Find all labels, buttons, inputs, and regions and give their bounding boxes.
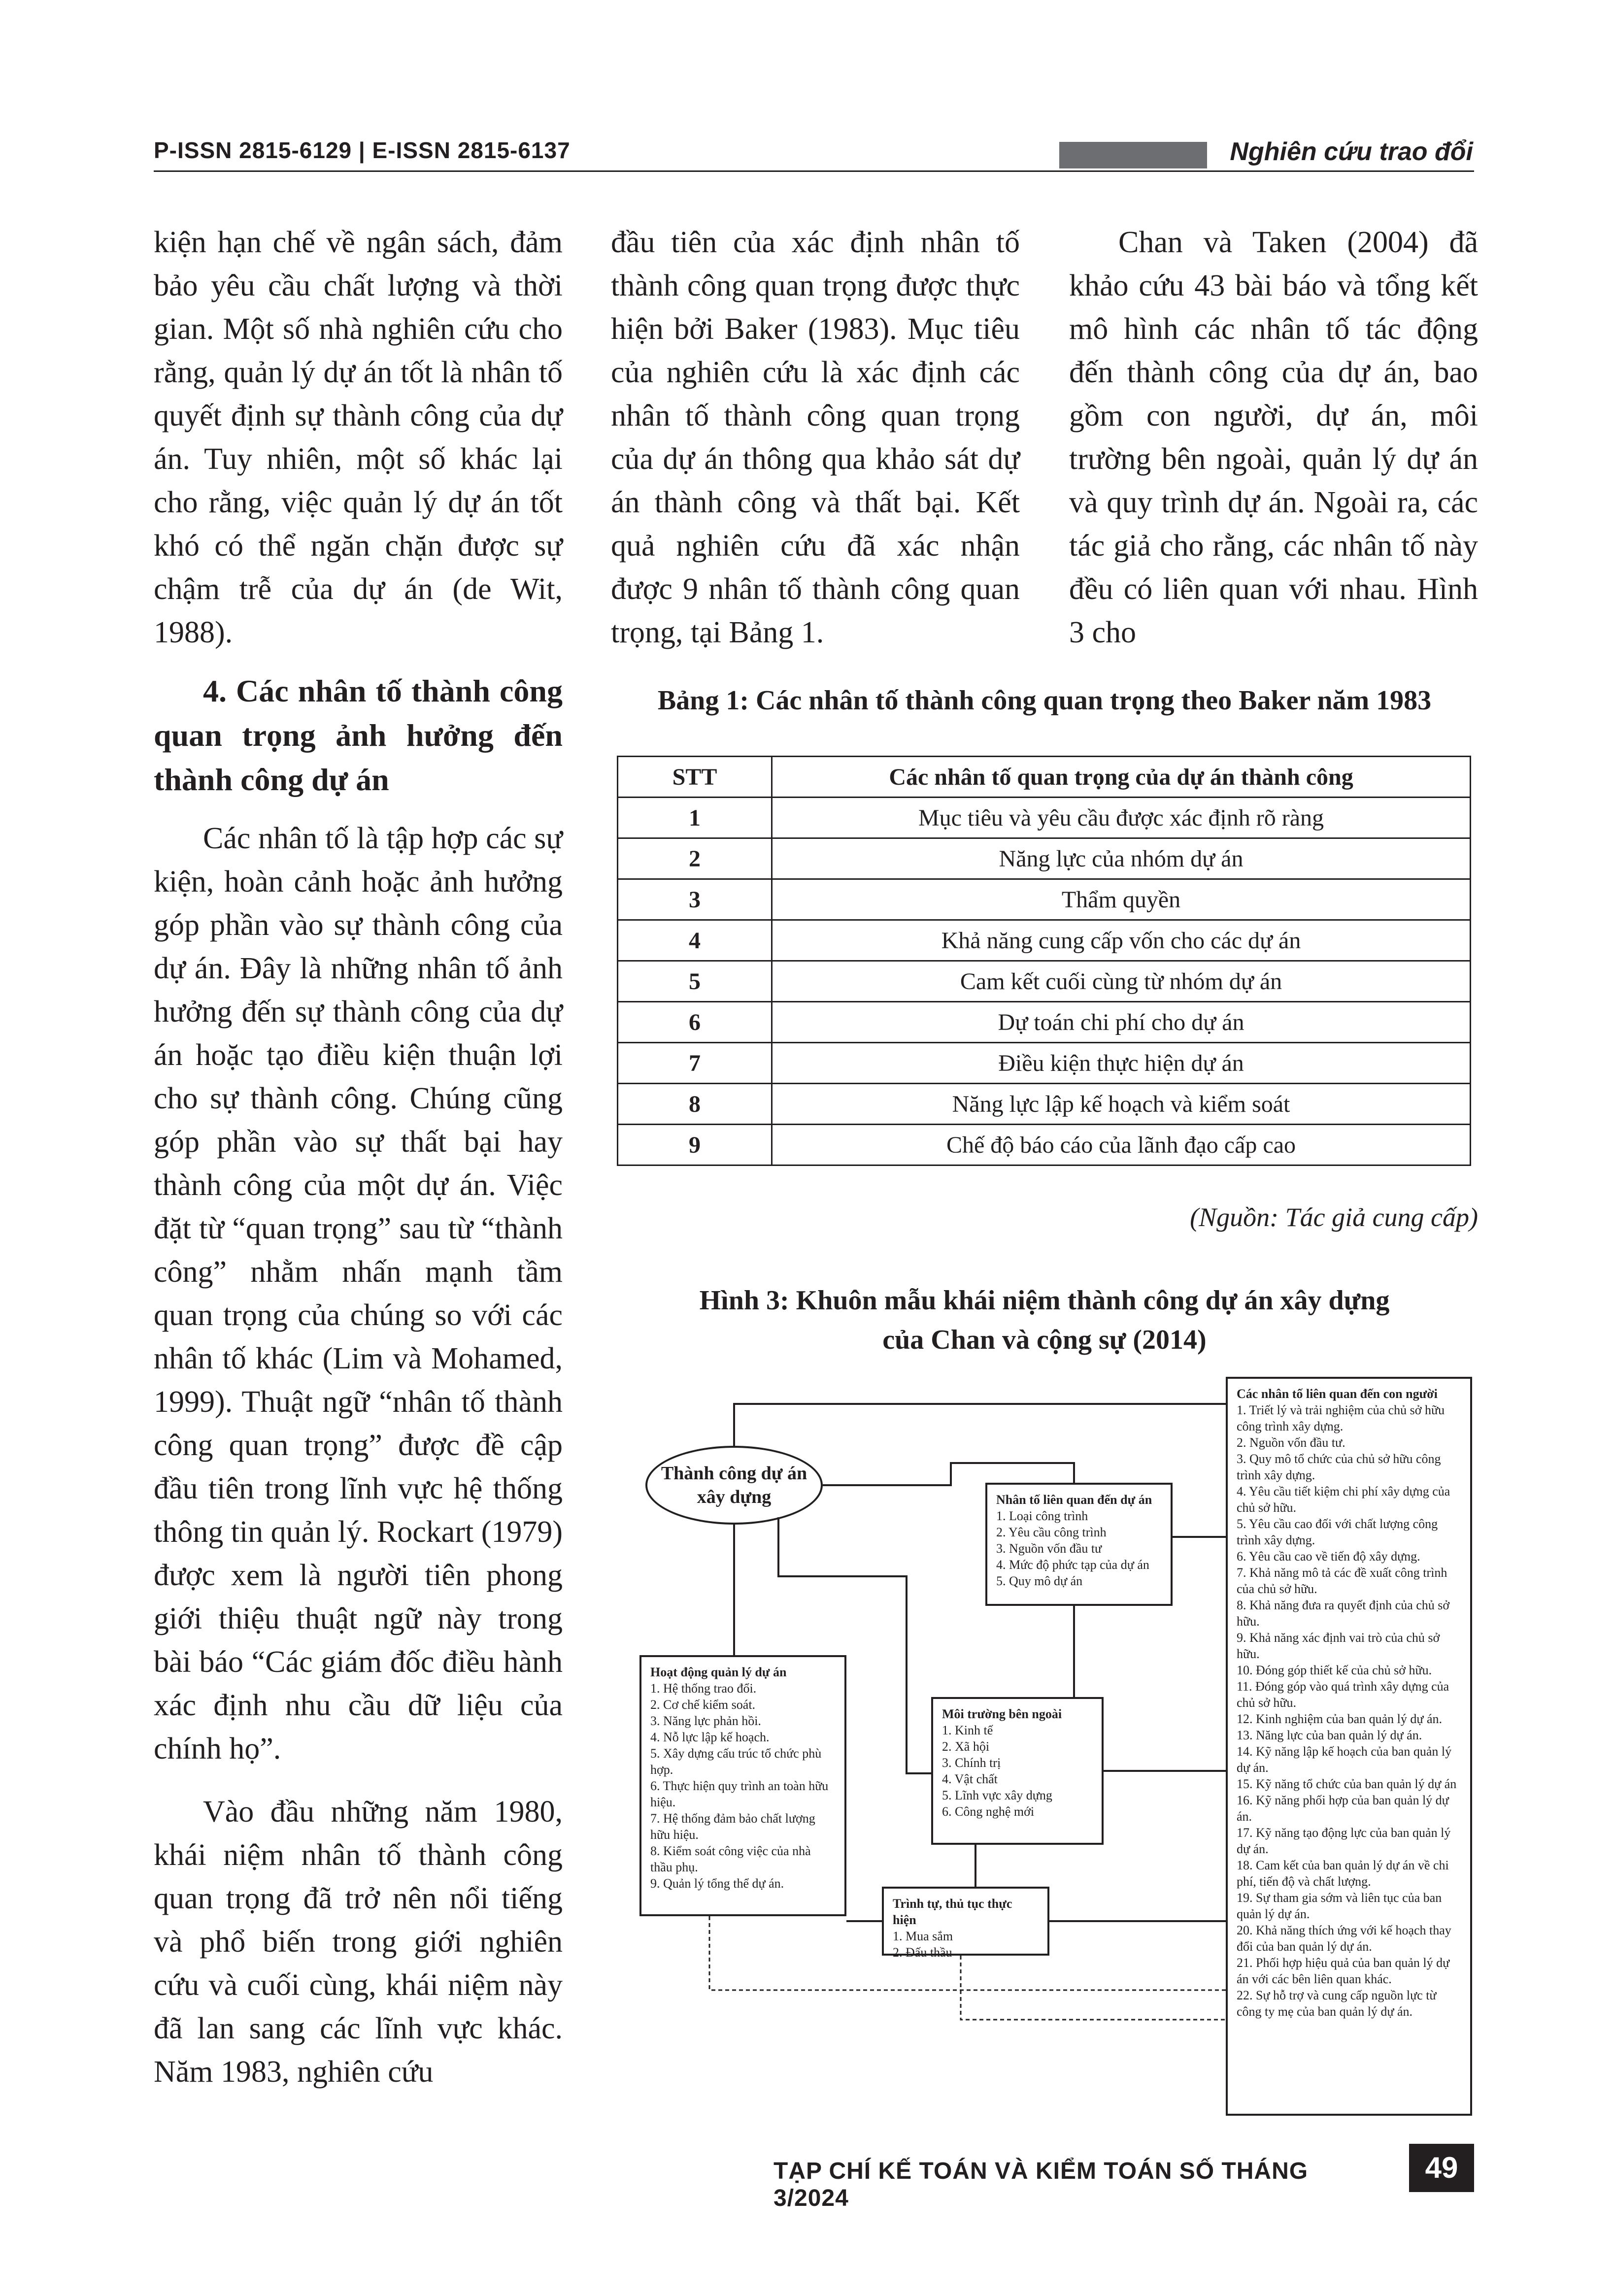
box-item: 1. Mua sắm [893, 1929, 953, 1943]
box-title: Nhân tố liên quan đến dự án [996, 1493, 1152, 1507]
box-item: 5. Xây dựng cấu trúc tổ chức phù hợp. [650, 1746, 822, 1777]
box-item: 7. Hệ thống đảm bảo chất lượng hữu hiệu. [650, 1811, 815, 1842]
environment-box [931, 1697, 1104, 1845]
row-number: 5 [618, 961, 772, 1002]
row-number: 2 [618, 838, 772, 879]
header-rule [154, 170, 1474, 172]
box-item: 8. Khả năng đưa ra quyết định của chủ sở hữu. [1237, 1598, 1450, 1629]
row-factor: Điều kiện thực hiện dự án [772, 1043, 1471, 1084]
connector-dashed-2 [961, 1956, 1226, 2020]
box-item: 8. Kiểm soát công việc của nhà thầu phụ. [650, 1844, 811, 1874]
section-header: Nghiên cứu trao đổi [1230, 137, 1473, 166]
box-item: 5. Lĩnh vực xây dựng [942, 1788, 1052, 1802]
box-item: 4. Nỗ lực lập kế hoạch. [650, 1730, 770, 1744]
concept-diagram [631, 1369, 1478, 2138]
box-item: 2. Cơ chế kiểm soát. [650, 1697, 756, 1712]
box-item: 2. Xã hội [942, 1739, 990, 1754]
paragraph: Các nhân tố là tập hợp các sự kiện, hoàn cảnh hoặc ảnh hưởng góp phần vào sự thành công của dự án. Đây là những nhân tố ảnh hưởng đến sự thành công của dự án hoặc tạo điều kiện thuận lợi cho sự thành công. Chúng cũng góp phần vào sự thất bại hay thành công của một dự án. Việc đặt từ “quan trọng” sau từ “thành công” nhằm nhấn mạnh tầm quan trọng của chúng so với các nhân tố khác (Lim và Mohamed, 1999). Thuật ngữ “nhân tố thành công quan trọng” được đề cập đầu tiên trong lĩnh vực hệ thống thông tin quản lý. Rockart (1979) được xem là người tiên phong giới thiệu thuật ngữ này trong bài báo “Các giám đốc điều hành xác định nhu cầu dữ liệu của chính họ”. [154, 822, 563, 1765]
table-row [618, 1084, 1471, 1125]
row-number: 3 [618, 879, 772, 920]
table-source: (Nguồn: Tác giả cung cấp) [1190, 1202, 1478, 1232]
box-item: 21. Phối hợp hiệu quả của ban quản lý dự án với các bên liên quan khác. [1237, 1956, 1450, 1986]
row-factor: Mục tiêu và yêu cầu được xác định rõ ràng [772, 798, 1471, 838]
box-item: 11. Đóng góp vào quá trình xây dựng của chủ sở hữu. [1237, 1679, 1449, 1710]
box-item: 2. Đấu thầu [893, 1945, 952, 1960]
box-item: 18. Cam kết của ban quản lý dự án về chi phí, tiến độ và chất lượng. [1237, 1858, 1449, 1889]
table-row [618, 920, 1471, 961]
paragraph: Vào đầu những năm 1980, khái niệm nhân tố thành công quan trọng đã trở nên nổi tiếng và phổ biến trong giới nghiên cứu và cuối cùng, khái niệm này đã lan sang các lĩnh vực khác. Năm 1983, nghiên cứu [154, 1795, 563, 2089]
box-item: 22. Sự hỗ trợ và cung cấp nguồn lực từ công ty mẹ của ban quản lý dự án. [1237, 1988, 1437, 2019]
box-item: 1. Triết lý và trải nghiệm của chủ sở hữu công trình xây dựng. [1237, 1403, 1445, 1433]
column-1 [154, 221, 563, 2094]
figure-title-line-2: của Chan và cộng sự (2014) [882, 1325, 1207, 1355]
box-item: 3. Nguồn vốn đầu tư [996, 1541, 1102, 1556]
box-item: 2. Yêu cầu công trình [996, 1525, 1107, 1539]
table-header-row [618, 757, 1471, 798]
table-row [618, 1125, 1471, 1165]
header-bar [1059, 142, 1207, 168]
box-item: 4. Vật chất [942, 1772, 998, 1786]
box-item: 20. Khả năng thích ứng với kế hoạch thay đổi của ban quản lý dự án. [1237, 1923, 1451, 1954]
row-factor: Cam kết cuối cùng từ nhóm dự án [772, 961, 1471, 1002]
box-title: Trình tự, thủ tục thực hiện [893, 1897, 1012, 1927]
header-factor: Các nhân tố quan trọng của dự án thành công [772, 757, 1471, 798]
box-item: 3. Chính trị [942, 1756, 1001, 1770]
box-item: 17. Kỹ năng tạo động lực của ban quản lý dự án. [1237, 1826, 1451, 1856]
row-factor: Dự toán chi phí cho dự án [772, 1002, 1471, 1043]
paragraph: kiện hạn chế về ngân sách, đảm bảo yêu cầu chất lượng và thời gian. Một số nhà nghiên cứu cho rằng, quản lý dự án tốt là nhân tố quyết định sự thành công của dự án. Tuy nhiên, một số khác lại cho rằng, việc quản lý dự án tốt khó có thể ngăn chặn được sự chậm trễ của dự án (de Wit, 1988). [154, 226, 563, 649]
journal-title: TẠP CHÍ KẾ TOÁN VÀ KIỂM TOÁN SỐ THÁNG 3/2024 [773, 2158, 1309, 2211]
factors-table [617, 756, 1471, 1166]
row-number: 6 [618, 1002, 772, 1043]
issn-header: P-ISSN 2815-6129 | E-ISSN 2815-6137 [154, 137, 571, 163]
paragraph: đầu tiên của xác định nhân tố thành công quan trọng được thực hiện bởi Baker (1983). Mục tiêu của nghiên cứu là xác định các nhân tố thành công quan trọng của dự án thông qua khảo sát dự án thành công và thất bại. Kết quả nghiên cứu đã xác nhận được 9 nhân tố thành công quan trọng, tại Bảng 1. [611, 226, 1020, 649]
box-item: 5. Quy mô dự án [996, 1574, 1083, 1588]
row-number: 7 [618, 1043, 772, 1084]
box-item: 4. Yêu cầu tiết kiệm chi phí xây dựng của chủ sở hữu. [1237, 1484, 1450, 1515]
project-success-ellipse: Thành công dự án xây dựng [645, 1446, 823, 1525]
figure-title-line-1: Hình 3: Khuôn mẫu khái niệm thành công dự án xây dựng [699, 1285, 1390, 1316]
box-item: 16. Kỹ năng phối hợp của ban quản lý dự án. [1237, 1793, 1449, 1824]
table-row [618, 798, 1471, 838]
box-item: 6. Thực hiện quy trình an toàn hữu hiệu. [650, 1779, 829, 1809]
box-item: 7. Khả năng mô tả các đề xuất công trình của chủ sở hữu. [1237, 1565, 1447, 1596]
table-row [618, 1043, 1471, 1084]
people-factors-box [1226, 1377, 1472, 2116]
box-item: 5. Yêu cầu cao đối với chất lượng công trình xây dựng. [1237, 1517, 1438, 1547]
connector-people-top [734, 1404, 1226, 1446]
box-title: Các nhân tố liên quan đến con người [1237, 1387, 1438, 1401]
row-number: 4 [618, 920, 772, 961]
box-item: 13. Năng lực của ban quản lý dự án. [1237, 1728, 1422, 1742]
section-heading: 4. Các nhân tố thành công quan trọng ảnh hưởng đến thành công dự án [154, 673, 563, 797]
box-item: 2. Nguồn vốn đầu tư. [1237, 1435, 1345, 1450]
box-item: 9. Khả năng xác định vai trò của chủ sở hữu. [1237, 1630, 1440, 1661]
box-item: 1. Loại công trình [996, 1509, 1088, 1523]
page-number: 49 [1409, 2144, 1474, 2192]
box-item: 1. Hệ thống trao đổi. [650, 1681, 757, 1696]
figure-title [611, 1281, 1478, 1360]
row-number: 8 [618, 1084, 772, 1125]
table-title: Bảng 1: Các nhân tố thành công quan trọng theo Baker năm 1983 [657, 685, 1432, 716]
box-item: 12. Kinh nghiệm của ban quản lý dự án. [1237, 1712, 1443, 1726]
box-item: 6. Yêu cầu cao về tiến độ xây dựng. [1237, 1549, 1420, 1564]
row-factor: Năng lực của nhóm dự án [772, 838, 1471, 879]
box-item: 15. Kỹ năng tổ chức của ban quản lý dự án [1237, 1777, 1457, 1791]
box-item: 6. Công nghệ mới [942, 1804, 1035, 1819]
row-factor: Chế độ báo cáo của lãnh đạo cấp cao [772, 1125, 1471, 1165]
row-number: 1 [618, 798, 772, 838]
table-row [618, 838, 1471, 879]
box-item: 10. Đóng góp thiết kế của chủ sở hữu. [1237, 1663, 1432, 1677]
paragraph: Chan và Taken (2004) đã khảo cứu 43 bài báo và tổng kết mô hình các nhân tố tác động đến thành công của dự án, bao gồm con người, dự án, môi trường bên ngoài, quản lý dự án và quy trình dự án. Ngoài ra, các tác giả cho rằng, các nhân tố này đều có liên quan với nhau. Hình 3 cho [1069, 226, 1478, 649]
table-row [618, 1002, 1471, 1043]
box-item: 14. Kỹ năng lập kế hoạch của ban quản lý dự án. [1237, 1744, 1452, 1775]
connector-project [823, 1463, 1074, 1485]
management-box [639, 1655, 846, 1916]
box-item: 1. Kinh tế [942, 1723, 993, 1737]
box-title: Môi trường bên ngoài [942, 1707, 1062, 1721]
row-factor: Thẩm quyền [772, 879, 1471, 920]
box-item: 19. Sự tham gia sớm và liên tục của ban quản lý dự án. [1237, 1891, 1442, 1921]
row-number: 9 [618, 1125, 772, 1165]
project-factors-box [985, 1483, 1173, 1606]
row-factor: Khả năng cung cấp vốn cho các dự án [772, 920, 1471, 961]
column-3 [1069, 221, 1478, 654]
header-stt: STT [618, 757, 772, 798]
table-row [618, 961, 1471, 1002]
procedure-box [882, 1887, 1049, 1960]
box-item: 9. Quản lý tổng thể dự án. [650, 1876, 784, 1891]
table-row [618, 879, 1471, 920]
row-factor: Năng lực lập kế hoạch và kiểm soát [772, 1084, 1471, 1125]
box-item: 3. Quy mô tổ chức của chủ sở hữu công trình xây dựng. [1237, 1452, 1441, 1482]
box-item: 3. Năng lực phản hồi. [650, 1714, 761, 1728]
box-title: Hoạt động quản lý dự án [650, 1665, 787, 1679]
column-2 [611, 221, 1020, 654]
box-item: 4. Mức độ phức tạp của dự án [996, 1558, 1149, 1572]
